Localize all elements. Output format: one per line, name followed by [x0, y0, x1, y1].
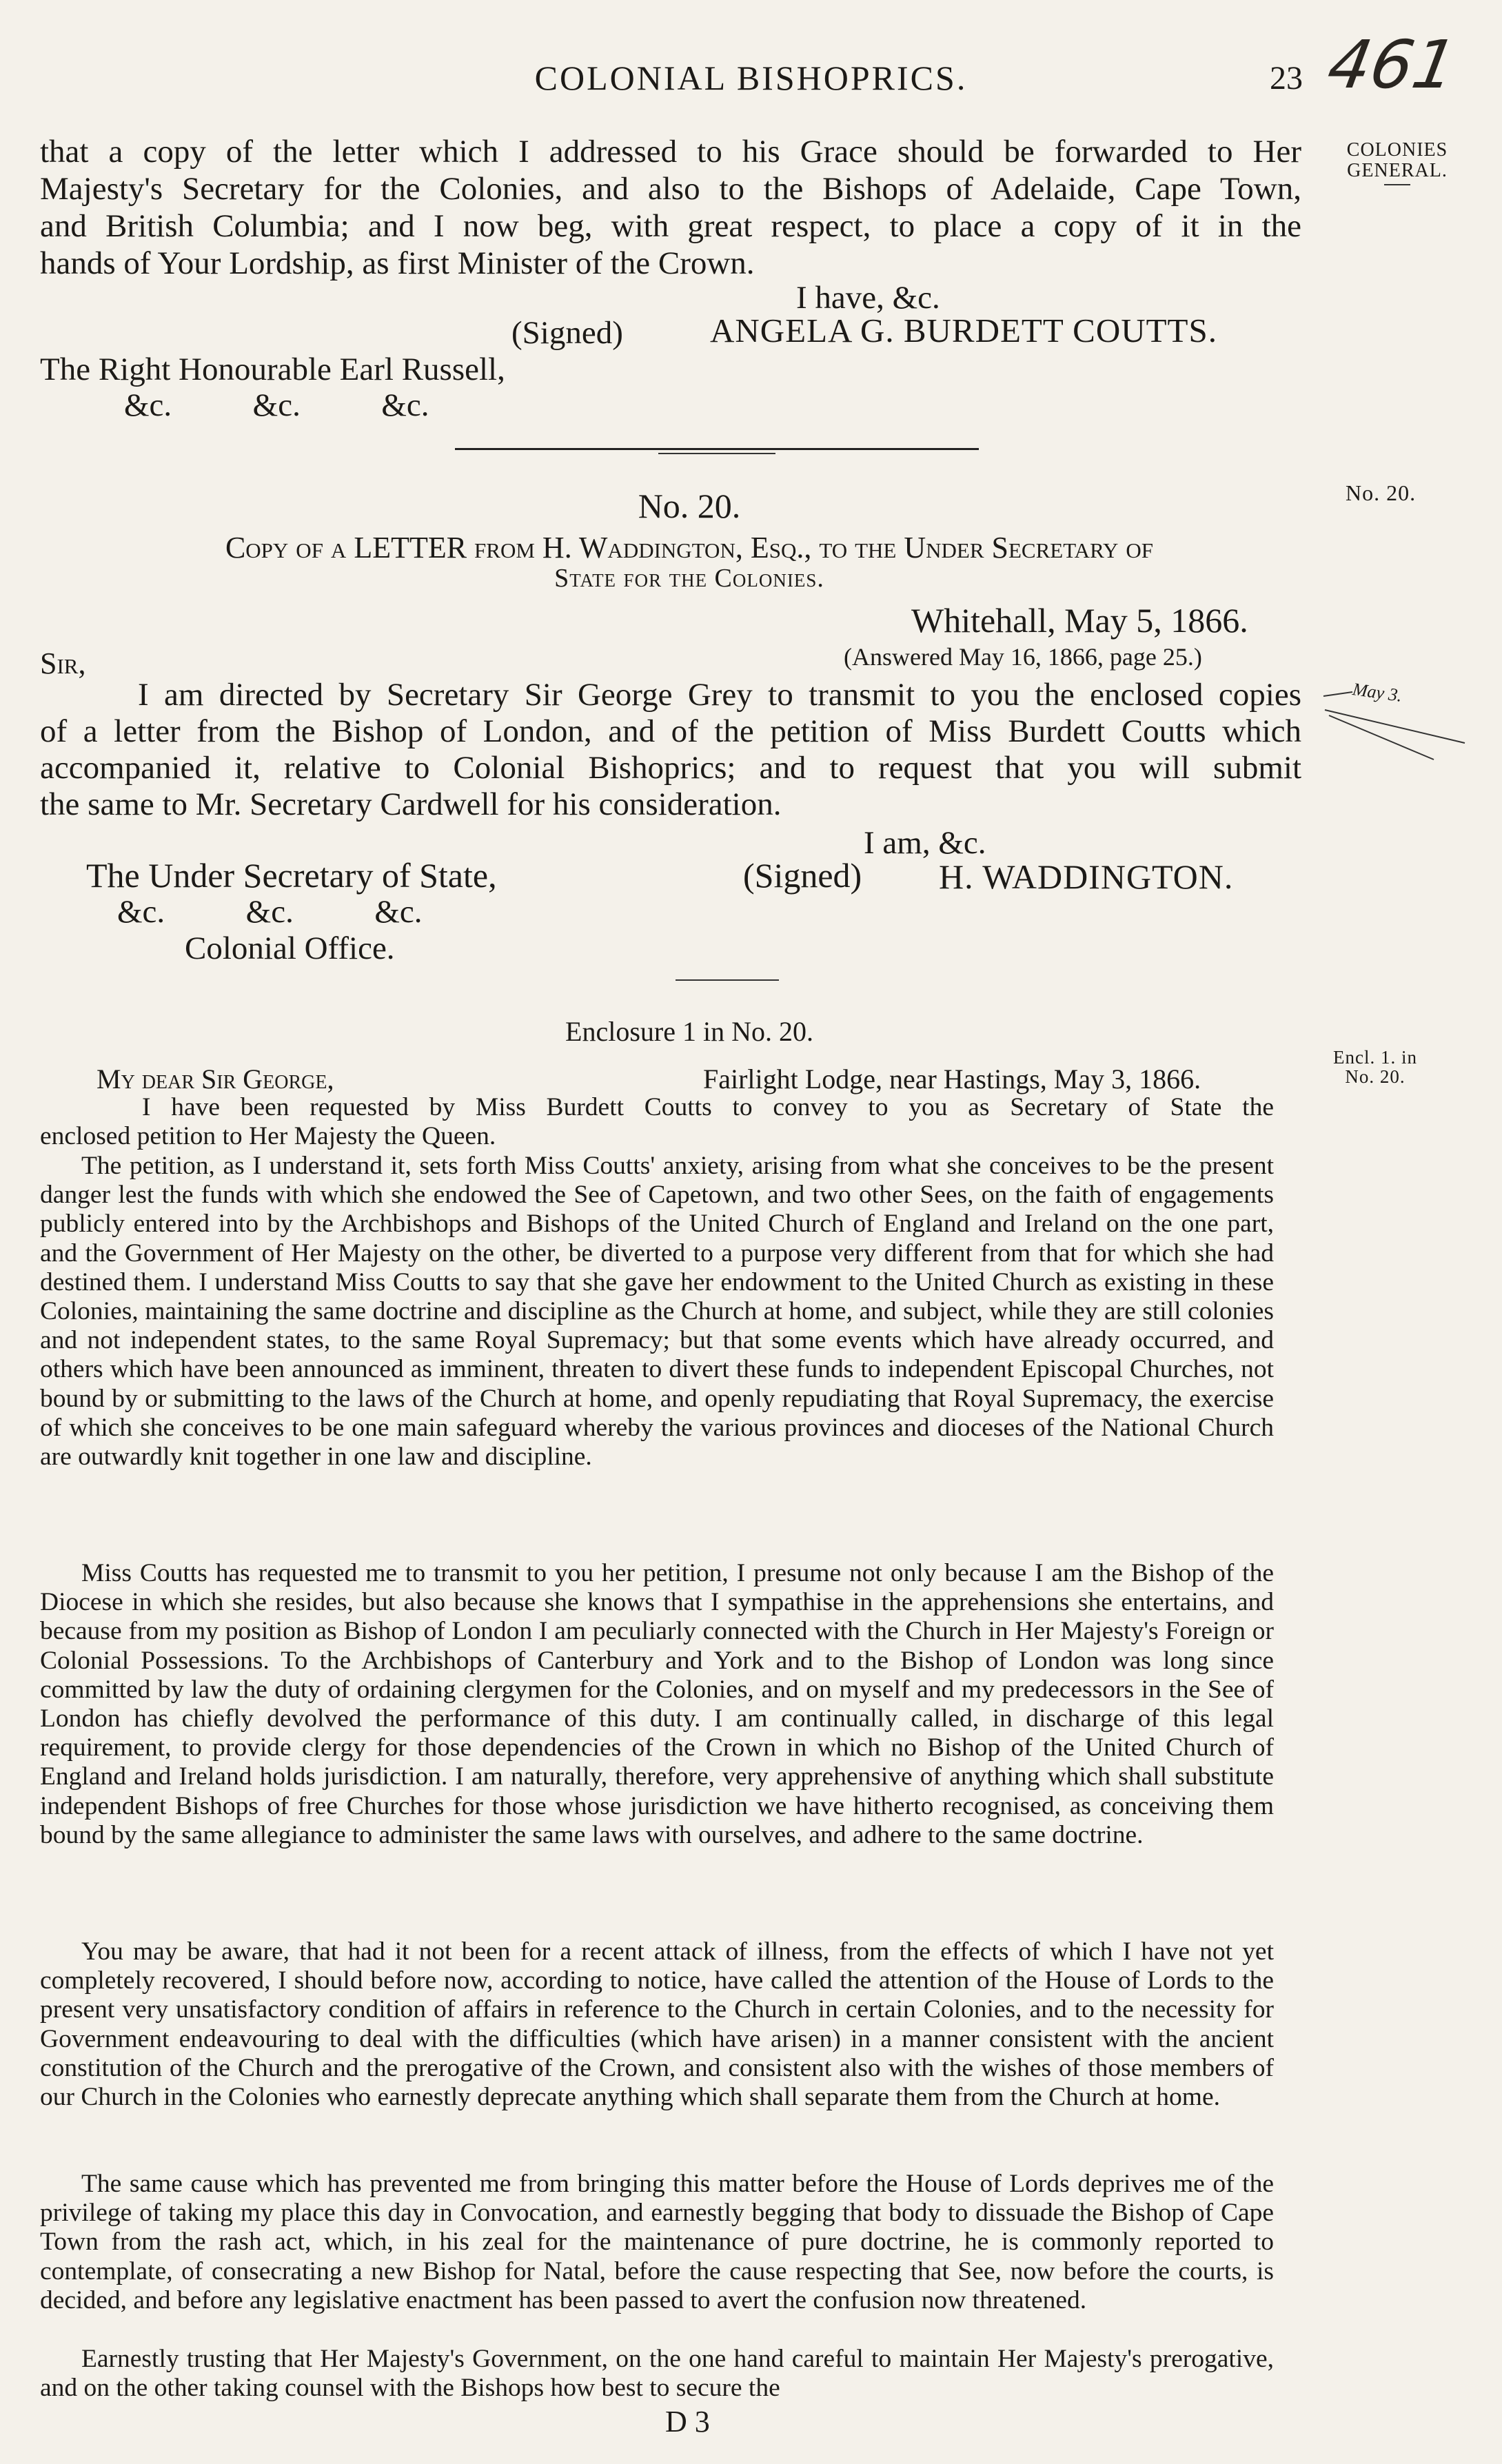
no20-signed: (Signed) [743, 856, 862, 895]
letter1-body [40, 133, 1301, 282]
margin-strike-lines [1317, 682, 1475, 765]
signature-mark: D 3 [665, 2405, 710, 2438]
enclosure-p1-line: I have been requested by Miss Burdett Coutts to convey to you as Secretary of State the [142, 1093, 1274, 1121]
no20-line: the same to Mr. Secretary Cardwell for his consideration. [40, 786, 782, 822]
margin-note-no20: No. 20. [1346, 480, 1417, 505]
letter1-addressee: The Right Honourable Earl Russell, [40, 352, 505, 387]
enclosure-p1-line: enclosed petition to Her Majesty the Queen. [40, 1122, 496, 1151]
margin-note-colonies-general [1325, 140, 1470, 185]
enclosure-heading: Enclosure 1 in No. 20. [565, 1016, 813, 1047]
margin-note-enclosure [1320, 1048, 1430, 1086]
no20-line: I am directed by Secretary Sir George Grey to transmit to you the enclosed copies [138, 677, 1301, 713]
no20-answered-note: (Answered May 16, 1866, page 25.) [844, 643, 1202, 671]
letter1-line: Majesty's Secretary for the Colonies, and also to the Bishops of Adelaide, Cape Town, [40, 171, 1301, 207]
no20-line: accompanied it, relative to Colonial Bishoprics; and to request that you will submit [40, 750, 1301, 786]
section-rule-short [658, 453, 775, 454]
no20-etc: &c. &c. &c. [117, 894, 423, 930]
enclosure-para-4: You may be aware, that had it not been for a recent attack of illness, from the effects of which I have not yet completely recovered, I should before now, according to notice, have called the attention of the House of Lords to the present very unsatisfactory condition of affairs in reference to the Church in certain Colonies, and to the necessity for Government endeavouring to deal with the difficulties (which have arisen) in a manner consistent with the ancient constitution of the Church and the prerogative of the Crown, and consistent also with the wishes of those members of our Church in the Colonies who earnestly deprecate anything which shall separate them from the Church at home. [40, 1937, 1274, 2112]
enclosure-salutation: My dear Sir George, [97, 1063, 334, 1094]
letter1-signed: (Signed) [511, 315, 623, 351]
margin-line-encl-no: No. 20. [1345, 1066, 1405, 1087]
no20-addressee: The Under Secretary of State, [86, 856, 497, 895]
margin-line-colonies: COLONIES [1346, 139, 1448, 161]
no20-title-line1: Copy of a LETTER from H. Waddington, Esq., to the Under Secretary of [225, 531, 1154, 564]
letter1-line: that a copy of the letter which I addressed to his Grace should be forwarded to Her [40, 134, 1301, 170]
margin-line-general: GENERAL. [1347, 160, 1448, 181]
section-rule-mid [676, 979, 779, 981]
no20-title-line2: State for the Colonies. [554, 564, 824, 593]
page-number: 23 [1270, 60, 1303, 96]
no20-body [40, 677, 1301, 823]
enclosure-para-6: Earnestly trusting that Her Majesty's Government, on the one hand careful to maintain Her Majesty's prerogative, and on the other taking counsel with the Bishops how best to secure the [40, 2345, 1274, 2403]
no20-place-date: Whitehall, May 5, 1866. [911, 601, 1248, 640]
enclosure-para-5: The same cause which has prevented me from bringing this matter before the House of Lords deprives me of the privilege of taking my place this day in Convocation, and earnestly begging that body to dissuade the Bishop of Cape Town from the rash act, which, in his zeal for the maintenance of pure doctrine, he is commonly reported to contemplate, of consecrating a new Bishop for Natal, before the cause respecting that See, now before the courts, is decided, and before any legislative enactment has been passed to avert the confusion now threatened. [40, 2170, 1274, 2314]
no20-number: No. 20. [638, 487, 741, 525]
margin-note-may3: May 3. [1351, 679, 1403, 706]
enclosure-place-date: Fairlight Lodge, near Hastings, May 3, 1866. [703, 1063, 1201, 1094]
no20-office: Colonial Office. [185, 930, 395, 966]
letter1-etc: &c. &c. &c. [124, 387, 429, 423]
section-rule [455, 448, 979, 450]
margin-line-encl: Encl. 1. in [1333, 1047, 1417, 1068]
enclosure-para-3: Miss Coutts has requested me to transmit to you her petition, I presume not only because I am the Bishop of the Diocese in which she resides, but also because she knows that I sympathise in the apprehensions she entertains, and because from my position as Bishop of London I am peculiarly connected with the Church in Her Majesty's Foreign or Colonial Possessions. To the Archbishops of Canterbury and York and to the Bishop of London was long since committed by law the duty of ordaining clergymen for the Colonies, and on myself and my predecessors in the See of London has chiefly devolved the performance of this duty. I am continually called, in discharge of this legal requirement, to provide clergy for those dependencies of the Crown in which no Bishop of the United Church of England and Ireland holds jurisdiction. I am naturally, therefore, very apprehensive of anything which shall substitute independent Bishops of free Churches for those whose jurisdiction we have hitherto recognised, as conceiving them bound by the same allegiance to administer the same laws with ourselves, and adhere to the same doctrine. [40, 1559, 1274, 1849]
no20-signer: H. WADDINGTON. [939, 857, 1234, 896]
enclosure-para-1 [40, 1093, 1274, 1151]
letter1-line: and British Columbia; and I now beg, with great respect, to place a copy of it in the [40, 208, 1301, 244]
running-title: COLONIAL BISHOPRICS. [534, 59, 968, 97]
enclosure-para-2: The petition, as I understand it, sets forth Miss Coutts' anxiety, arising from what she conceives to be the present danger lest the funds with which she endowed the See of Capetown, and two other Sees, on the faith of engagements publicly entered into by the Archbishops and Bishops of the United Church of England and Ireland on the one part, and the Government of Her Majesty on the other, be diverted to a purpose very different from that for which she had destined them. I understand Miss Coutts to say that she gave her endowment to the United Church as existing in these Colonies, maintaining the same doctrine and discipline as the Church at home, and subject, while they are still colonies and not independent states, to the same Royal Supremacy; but that some events which have already occurred, and others which have been announced as imminent, threaten to divert these funds to independent Episcopal Churches, not bound by or submitting to the laws of the Church at home, and openly repudiating that Royal Supremacy, the exercise of which she conceives to be one main safeguard whereby the various provinces and dioceses of the National Church are outwardly knit together in one law and discipline. [40, 1152, 1274, 1472]
letter1-line: hands of Your Lordship, as first Minister of the Crown. [40, 245, 755, 281]
letter1-closing: I have, &c. [796, 280, 940, 316]
no20-closing: I am, &c. [864, 825, 986, 861]
no20-salutation: Sir, [40, 646, 86, 680]
no20-line: of a letter from the Bishop of London, and of the petition of Miss Burdett Coutts which [40, 713, 1301, 749]
handwritten-folio-number: 461 [1322, 26, 1463, 103]
margin-dash [1384, 184, 1410, 185]
letter1-signer: ANGELA G. BURDETT COUTTS. [710, 312, 1217, 349]
